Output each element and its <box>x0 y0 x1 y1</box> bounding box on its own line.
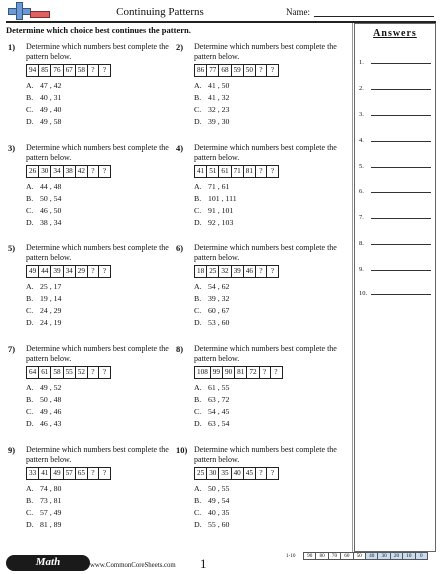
problem-number: 1) <box>8 42 16 52</box>
choice-value: 63 , 54 <box>208 419 230 428</box>
choice-option[interactable] <box>26 483 176 495</box>
sequence-cell: 55 <box>64 367 76 378</box>
sequence-cell: 64 <box>27 367 39 378</box>
choice-option[interactable] <box>26 92 176 104</box>
choice-value: 40 , 31 <box>40 93 62 102</box>
sequence-cell: ? <box>270 267 275 275</box>
sequence-cell: 77 <box>207 65 219 76</box>
choice-option[interactable] <box>26 116 176 128</box>
choice-letter: D. <box>194 520 202 529</box>
sequence-cell: 108 <box>195 367 211 378</box>
problem <box>8 344 178 444</box>
sequence-cell: 49 <box>27 266 39 277</box>
answer-line[interactable] <box>371 167 431 168</box>
score-cell: 70 <box>328 552 341 560</box>
sequence-cell: ? <box>260 367 271 378</box>
problem-question: Determine which numbers best complete the pattern below. <box>194 445 337 464</box>
pattern-sequence <box>26 64 111 77</box>
answer-number: 10. <box>359 290 368 297</box>
sequence-cell: 29 <box>76 266 88 277</box>
score-cell: 0 <box>415 552 428 560</box>
choice-option[interactable] <box>194 317 344 329</box>
answer-row <box>359 235 433 247</box>
choice-letter: D. <box>194 218 202 227</box>
sequence-cell: 59 <box>232 65 244 76</box>
sequence-cell: 18 <box>195 266 207 277</box>
choice-option[interactable] <box>26 519 176 531</box>
answer-line[interactable] <box>371 89 431 90</box>
sequence-cell: 39 <box>51 266 63 277</box>
sequence-cell: ? <box>270 167 275 175</box>
answer-number: 1. <box>359 59 364 66</box>
choice-letter: B. <box>26 93 34 102</box>
answer-row <box>359 80 433 92</box>
sequence-cell: 86 <box>195 65 207 76</box>
choice-option[interactable] <box>194 394 344 406</box>
choice-letter: B. <box>194 194 202 203</box>
pattern-sequence <box>194 366 283 379</box>
logo-minus-shape <box>30 11 50 18</box>
sequence-cell: 85 <box>39 65 51 76</box>
problem-number: 2) <box>176 42 184 52</box>
sequence-cell: 61 <box>39 367 51 378</box>
choice-option[interactable] <box>194 382 344 394</box>
choice-option[interactable] <box>194 80 344 92</box>
sequence-cell: 94 <box>27 65 39 76</box>
score-cell: 90 <box>303 552 316 560</box>
page-number: 1 <box>200 556 207 571</box>
answer-number: 4. <box>359 137 364 144</box>
score-cell: 80 <box>315 552 328 560</box>
sequence-cell: ? <box>102 167 107 175</box>
choice-value: 50 , 48 <box>40 395 62 404</box>
choice-option[interactable] <box>194 181 344 193</box>
answer-number: 6. <box>359 188 364 195</box>
sequence-cell: 45 <box>244 468 256 479</box>
math-logo-pill <box>6 555 90 571</box>
choice-letter: C. <box>26 206 34 215</box>
score-cell: 30 <box>377 552 390 560</box>
choice-value: 91 , 101 <box>208 206 234 215</box>
choice-option[interactable] <box>194 495 344 507</box>
choice-option[interactable] <box>194 193 344 205</box>
logo <box>6 2 50 22</box>
choice-value: 41 , 50 <box>208 81 230 90</box>
sequence-cell: 65 <box>76 468 88 479</box>
sequence-cell: 90 <box>223 367 235 378</box>
sequence-cell: ? <box>88 468 99 479</box>
choice-letter: A. <box>26 81 34 90</box>
choice-value: 19 , 14 <box>40 294 62 303</box>
problem-question: Determine which numbers best complete the pattern below. <box>26 42 169 61</box>
sequence-cell: 49 <box>51 468 63 479</box>
answer-number: 5. <box>359 163 364 170</box>
answer-line[interactable] <box>371 63 431 64</box>
answer-row <box>359 285 433 297</box>
math-logo-text: Math <box>35 556 61 568</box>
choice-value: 39 , 30 <box>208 117 230 126</box>
sequence-cell: ? <box>256 266 267 277</box>
sequence-cell: ? <box>270 66 275 74</box>
sequence-cell: ? <box>88 166 99 177</box>
choice-letter: B. <box>194 496 202 505</box>
choice-value: 49 , 52 <box>40 383 62 392</box>
choice-value: 46 , 43 <box>40 419 62 428</box>
choice-option[interactable] <box>26 507 176 519</box>
choice-letter: B. <box>194 294 202 303</box>
name-label: Name: <box>286 7 310 17</box>
sequence-cell: 35 <box>219 468 231 479</box>
sequence-cell: ? <box>102 368 107 376</box>
sequence-cell: 61 <box>219 166 231 177</box>
problem-question: Determine which numbers best complete the pattern below. <box>194 143 337 162</box>
choice-value: 54 , 62 <box>208 282 230 291</box>
choice-letter: A. <box>26 383 34 392</box>
sequence-cell: ? <box>270 469 275 477</box>
answer-line[interactable] <box>371 294 431 295</box>
choice-letter: C. <box>26 407 34 416</box>
problem-question: Determine which numbers best complete the pattern below. <box>26 143 169 162</box>
choice-option[interactable] <box>194 507 344 519</box>
pattern-sequence <box>26 366 111 379</box>
answer-line[interactable] <box>371 244 431 245</box>
name-line[interactable] <box>314 16 434 17</box>
choice-letter: A. <box>194 383 202 392</box>
problem <box>8 42 178 142</box>
problem-number: 9) <box>8 445 16 455</box>
sequence-cell: 34 <box>51 166 63 177</box>
choice-letter: A. <box>194 182 202 191</box>
choice-letter: A. <box>194 282 202 291</box>
sequence-cell: 42 <box>76 166 88 177</box>
sequence-cell: 72 <box>247 367 259 378</box>
problem-question: Determine which numbers best complete the pattern below. <box>26 243 169 262</box>
choice-value: 71 , 61 <box>208 182 230 191</box>
choice-letter: A. <box>26 282 34 291</box>
page-title: Continuing Patterns <box>116 6 204 18</box>
choice-list <box>26 483 176 531</box>
choice-option[interactable] <box>26 193 176 205</box>
problem-number: 6) <box>176 243 184 253</box>
problem-number: 10) <box>176 445 188 455</box>
pattern-sequence <box>26 265 111 278</box>
choice-letter: B. <box>194 93 202 102</box>
choice-letter: D. <box>26 117 34 126</box>
choice-list <box>194 80 344 128</box>
choice-letter: D. <box>194 117 202 126</box>
choice-list <box>194 281 344 329</box>
choice-value: 74 , 80 <box>40 484 62 493</box>
site-url: www.CommonCoreSheets.com <box>90 562 176 569</box>
answers-panel <box>354 23 436 552</box>
answers-title: Answers <box>373 28 417 39</box>
logo-plus-shape-vertical <box>16 2 23 20</box>
choice-value: 61 , 55 <box>208 383 230 392</box>
choice-value: 44 , 48 <box>40 182 62 191</box>
choice-list <box>194 483 344 531</box>
sequence-cell: 30 <box>207 468 219 479</box>
answer-number: 9. <box>359 266 364 273</box>
sequence-cell: ? <box>102 66 107 74</box>
sequence-cell: 81 <box>244 166 256 177</box>
instruction: Determine which choice best continues the pattern. <box>6 25 191 35</box>
sequence-cell: 76 <box>51 65 63 76</box>
choice-value: 24 , 19 <box>40 318 62 327</box>
problem-question: Determine which numbers best complete the pattern below. <box>26 445 169 464</box>
problem <box>176 243 346 343</box>
choice-option[interactable] <box>26 217 176 229</box>
choice-value: 50 , 54 <box>40 194 62 203</box>
problem <box>176 344 346 444</box>
choice-letter: C. <box>194 407 202 416</box>
sequence-cell: 33 <box>27 468 39 479</box>
choice-option[interactable] <box>194 104 344 116</box>
choice-option[interactable] <box>194 205 344 217</box>
problem-question: Determine which numbers best complete the pattern below. <box>194 344 337 363</box>
score-range: 1-10 <box>286 553 296 559</box>
answer-line[interactable] <box>371 218 431 219</box>
answer-number: 3. <box>359 111 364 118</box>
choice-value: 38 , 34 <box>40 218 62 227</box>
problem <box>8 243 178 343</box>
choice-list <box>26 382 176 430</box>
choice-option[interactable] <box>26 80 176 92</box>
answer-number: 8. <box>359 240 364 247</box>
choice-letter: B. <box>26 294 34 303</box>
sequence-cell: ? <box>274 368 278 376</box>
choice-letter: C. <box>194 105 202 114</box>
choice-value: 57 , 49 <box>40 508 62 517</box>
choice-letter: B. <box>26 194 34 203</box>
choice-value: 46 , 50 <box>40 206 62 215</box>
choice-value: 53 , 60 <box>208 318 230 327</box>
choice-option[interactable] <box>194 293 344 305</box>
problem-number: 4) <box>176 143 184 153</box>
choice-value: 55 , 60 <box>208 520 230 529</box>
choice-option[interactable] <box>26 495 176 507</box>
choice-list <box>194 181 344 229</box>
problem <box>176 445 346 545</box>
choice-value: 60 , 67 <box>208 306 230 315</box>
choice-letter: D. <box>26 520 34 529</box>
choice-letter: B. <box>26 496 34 505</box>
sequence-cell: ? <box>256 468 267 479</box>
choice-letter: C. <box>26 105 34 114</box>
sequence-cell: ? <box>102 267 107 275</box>
score-cell: 20 <box>390 552 403 560</box>
choice-option[interactable] <box>194 305 344 317</box>
sequence-cell: 99 <box>211 367 223 378</box>
problem <box>8 143 178 243</box>
sequence-cell: 81 <box>235 367 247 378</box>
sequence-cell: 67 <box>64 65 76 76</box>
choice-option[interactable] <box>26 293 176 305</box>
sequence-cell: 58 <box>51 367 63 378</box>
answer-row <box>359 54 433 66</box>
sequence-cell: 38 <box>64 166 76 177</box>
sequence-cell: ? <box>88 65 99 76</box>
choice-option[interactable] <box>26 382 176 394</box>
sequence-cell: 51 <box>207 166 219 177</box>
choice-letter: B. <box>26 395 34 404</box>
choice-letter: C. <box>26 508 34 517</box>
choice-letter: A. <box>26 182 34 191</box>
choice-value: 32 , 23 <box>208 105 230 114</box>
answer-line[interactable] <box>371 192 431 193</box>
sequence-cell: 50 <box>244 65 256 76</box>
choice-option[interactable] <box>194 406 344 418</box>
choice-option[interactable] <box>26 418 176 430</box>
choice-letter: D. <box>26 419 34 428</box>
choice-letter: C. <box>194 508 202 517</box>
choice-option[interactable] <box>26 281 176 293</box>
problem-question: Determine which numbers best complete the pattern below. <box>194 243 337 262</box>
choice-letter: D. <box>194 318 202 327</box>
choice-letter: B. <box>194 395 202 404</box>
choice-value: 24 , 29 <box>40 306 62 315</box>
sequence-cell: ? <box>88 367 99 378</box>
sequence-cell: ? <box>88 266 99 277</box>
choice-list <box>194 382 344 430</box>
choice-letter: C. <box>26 306 34 315</box>
pattern-sequence <box>194 265 279 278</box>
sequence-cell: 32 <box>219 266 231 277</box>
answer-row <box>359 158 433 170</box>
sequence-cell: 39 <box>232 266 244 277</box>
choice-option[interactable] <box>194 519 344 531</box>
pattern-sequence <box>194 165 279 178</box>
answer-line[interactable] <box>371 270 431 271</box>
pattern-sequence <box>194 64 279 77</box>
choice-value: 54 , 45 <box>208 407 230 416</box>
choice-value: 41 , 32 <box>208 93 230 102</box>
choice-value: 92 , 103 <box>208 218 234 227</box>
choice-option[interactable] <box>26 305 176 317</box>
choice-value: 63 , 72 <box>208 395 230 404</box>
sequence-cell: 40 <box>232 468 244 479</box>
sequence-cell: 41 <box>39 468 51 479</box>
choice-option[interactable] <box>194 281 344 293</box>
problem <box>8 445 178 545</box>
sequence-cell: 57 <box>64 468 76 479</box>
choice-option[interactable] <box>194 483 344 495</box>
choice-option[interactable] <box>26 181 176 193</box>
answer-row <box>359 132 433 144</box>
answer-row <box>359 106 433 118</box>
problem-number: 8) <box>176 344 184 354</box>
pattern-sequence <box>26 165 111 178</box>
choice-letter: A. <box>194 484 202 493</box>
choice-letter: D. <box>26 218 34 227</box>
choice-option[interactable] <box>194 418 344 430</box>
sequence-cell: ? <box>102 469 107 477</box>
choice-letter: C. <box>194 206 202 215</box>
problem-question: Determine which numbers best complete the pattern below. <box>194 42 337 61</box>
score-cell: 60 <box>340 552 353 560</box>
sequence-cell: 30 <box>39 166 51 177</box>
sequence-cell: 25 <box>195 468 207 479</box>
sequence-cell: ? <box>256 166 267 177</box>
sequence-cell: 68 <box>219 65 231 76</box>
sequence-cell: 46 <box>244 266 256 277</box>
choice-option[interactable] <box>26 406 176 418</box>
choice-value: 47 , 42 <box>40 81 62 90</box>
choice-option[interactable] <box>194 92 344 104</box>
choice-value: 81 , 89 <box>40 520 62 529</box>
sequence-cell: 71 <box>232 166 244 177</box>
choice-value: 49 , 40 <box>40 105 62 114</box>
sequence-cell: 25 <box>207 266 219 277</box>
answer-line[interactable] <box>371 141 431 142</box>
column-divider <box>352 23 353 552</box>
problem-number: 7) <box>8 344 16 354</box>
score-cell: 40 <box>365 552 378 560</box>
choice-value: 50 , 55 <box>208 484 230 493</box>
choice-letter: A. <box>194 81 202 90</box>
choice-option[interactable] <box>26 104 176 116</box>
choice-value: 39 , 32 <box>208 294 230 303</box>
sequence-cell: 34 <box>64 266 76 277</box>
sequence-cell: 26 <box>27 166 39 177</box>
sequence-cell: ? <box>256 65 267 76</box>
choice-value: 49 , 46 <box>40 407 62 416</box>
footer <box>0 552 442 574</box>
choice-list <box>26 281 176 329</box>
answer-row <box>359 183 433 195</box>
choice-value: 49 , 54 <box>208 496 230 505</box>
choice-letter: A. <box>26 484 34 493</box>
sequence-cell: 44 <box>39 266 51 277</box>
score-cell: 50 <box>353 552 366 560</box>
sequence-cell: 41 <box>195 166 207 177</box>
choice-value: 25 , 17 <box>40 282 62 291</box>
choice-letter: D. <box>26 318 34 327</box>
choice-value: 49 , 58 <box>40 117 62 126</box>
sequence-cell: 52 <box>76 367 88 378</box>
answer-row <box>359 261 433 273</box>
choice-list <box>26 80 176 128</box>
choice-list <box>26 181 176 229</box>
problem <box>176 143 346 243</box>
pattern-sequence <box>194 467 279 480</box>
score-cell: 10 <box>402 552 415 560</box>
choice-option[interactable] <box>194 217 344 229</box>
answer-number: 7. <box>359 214 364 221</box>
choice-option[interactable] <box>26 317 176 329</box>
answer-number: 2. <box>359 85 364 92</box>
choice-option[interactable] <box>194 116 344 128</box>
choice-option[interactable] <box>26 394 176 406</box>
problem-number: 5) <box>8 243 16 253</box>
choice-value: 40 , 35 <box>208 508 230 517</box>
pattern-sequence <box>26 467 111 480</box>
answer-row <box>359 209 433 221</box>
problem <box>176 42 346 142</box>
answer-line[interactable] <box>371 115 431 116</box>
sequence-cell: 58 <box>76 65 88 76</box>
problem-question: Determine which numbers best complete the pattern below. <box>26 344 169 363</box>
choice-value: 101 , 111 <box>208 194 237 203</box>
choice-option[interactable] <box>26 205 176 217</box>
choice-letter: C. <box>194 306 202 315</box>
choice-value: 73 , 81 <box>40 496 62 505</box>
problem-number: 3) <box>8 143 16 153</box>
choice-letter: D. <box>194 419 202 428</box>
